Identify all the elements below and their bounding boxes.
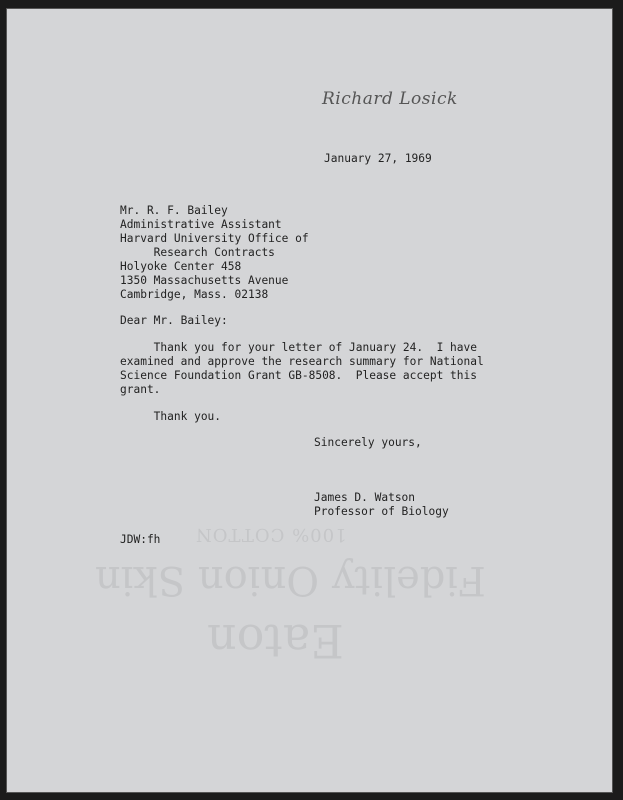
body-line: examined and approve the research summary for National [120,355,484,368]
body-line: Thank you for your letter of January 24. I have [120,341,477,354]
thanks-line: Thank you. [120,410,222,423]
recipient-line: Research Contracts [120,246,275,259]
handwritten-note: Richard Losick [322,89,458,109]
signatory-title: Professor of Biology [314,505,449,518]
signatory-name: James D. Watson [314,491,416,504]
reference-initials: JDW:fh [120,533,161,546]
body-line: Science Foundation Grant GB-8508. Please accept this [120,369,477,382]
recipient-line: Mr. R. F. Bailey [120,204,228,217]
recipient-line: 1350 Massachusetts Avenue [120,274,289,287]
watermark-brand: Fidelity Onion Skin [95,557,486,603]
closing: Sincerely yours, [314,436,422,449]
watermark-cotton: 100% COTTON [195,524,347,545]
recipient-line: Administrative Assistant [120,218,282,231]
salutation: Dear Mr. Bailey: [120,314,228,327]
recipient-line: Harvard University Office of [120,232,309,245]
recipient-line: Holyoke Center 458 [120,260,242,273]
letter [7,9,612,792]
recipient-line: Cambridge, Mass. 02138 [120,288,269,301]
letter-date: January 27, 1969 [324,152,432,165]
body-line: grant. [120,383,161,396]
watermark-logo: Eaton [207,614,344,668]
document-page [6,8,613,793]
